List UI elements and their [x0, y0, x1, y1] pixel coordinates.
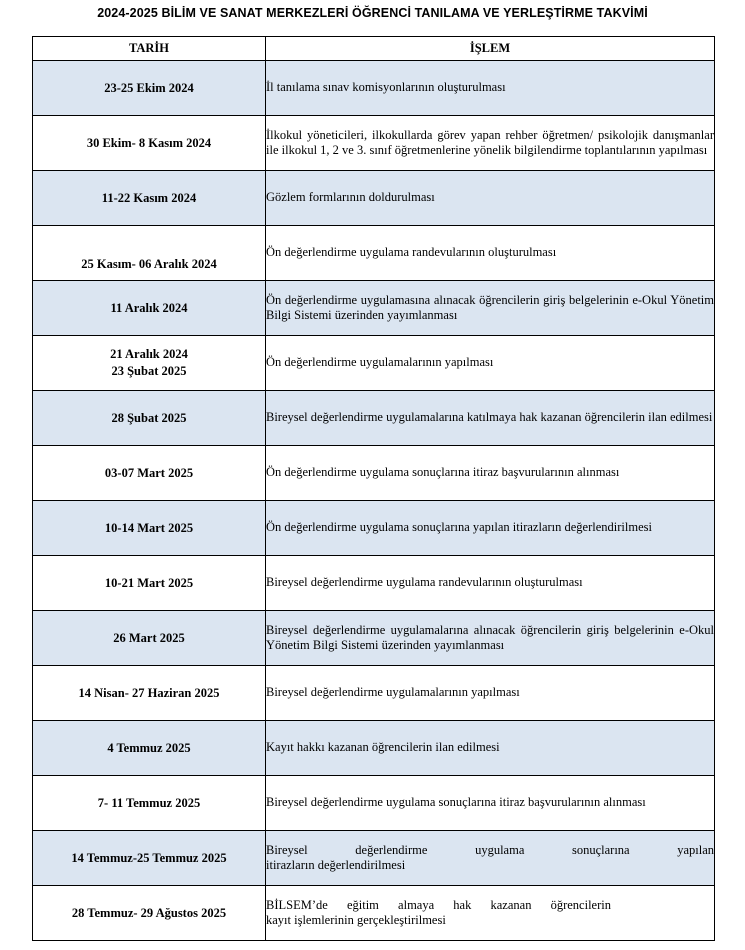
operation-cell: Ön değerlendirme uygulamasına alınacak öğrencilerin giriş belgelerinin e-Okul Yönetim Bilgi Sistemi üzerinden yayımlanması [266, 281, 715, 336]
operation-cell: Ön değerlendirme uygulama sonuçlarına yapılan itirazların değerlendirilmesi [266, 501, 715, 556]
date-cell: 23-25 Ekim 2024 [33, 61, 266, 116]
date-cell: 03-07 Mart 2025 [33, 446, 266, 501]
table-row [33, 721, 715, 776]
date-cell: 28 Temmuz- 29 Ağustos 2025 [33, 886, 266, 941]
schedule-table [32, 36, 715, 941]
operation-cell: Bireysel değerlendirme uygulama randevularının oluşturulması [266, 556, 715, 611]
operation-cell: Gözlem formlarının doldurulması [266, 171, 715, 226]
date-column-header: TARİH [33, 37, 266, 61]
date-cell: 10-14 Mart 2025 [33, 501, 266, 556]
table-row [33, 336, 715, 391]
table-row [33, 831, 715, 886]
date-cell: 11-22 Kasım 2024 [33, 171, 266, 226]
operation-cell: Ön değerlendirme uygulamalarının yapılması [266, 336, 715, 391]
date-cell: 30 Ekim- 8 Kasım 2024 [33, 116, 266, 171]
table-row [33, 281, 715, 336]
page-title: 2024-2025 BİLİM VE SANAT MERKEZLERİ ÖĞRENCİ TANILAMA VE YERLEŞTİRME TAKVİMİ [97, 6, 648, 20]
date-cell: 4 Temmuz 2025 [33, 721, 266, 776]
table-row [33, 556, 715, 611]
table-header-row [33, 37, 715, 61]
operation-cell: Bireysel değerlendirme uygulamalarına katılmaya hak kazanan öğrencilerin ilan edilmesi [266, 391, 715, 446]
operation-cell: İlkokul yöneticileri, ilkokullarda görev yapan rehber öğretmen/ psikolojik danışmanlar ile ilkokul 1, 2 ve 3. sınıf öğretmenlerine yönelik bilgilendirme toplantılarının yapılması [266, 116, 715, 171]
date-cell: 10-21 Mart 2025 [33, 556, 266, 611]
date-cell: 25 Kasım- 06 Aralık 2024 [33, 226, 266, 281]
operation-cell: Bireysel değerlendirme uygulama sonuçlarına yapılan itirazların değerlendirilmesi [266, 831, 715, 886]
operation-cell: Kayıt hakkı kazanan öğrencilerin ilan edilmesi [266, 721, 715, 776]
table-row [33, 446, 715, 501]
table-row [33, 391, 715, 446]
operation-cell: Bireysel değerlendirme uygulamalarının yapılması [266, 666, 715, 721]
operation-cell: Bireysel değerlendirme uygulamalarına alınacak öğrencilerin giriş belgelerinin e-Okul Yönetim Bilgi Sistemi üzerinden yayımlanması [266, 611, 715, 666]
table-row [33, 116, 715, 171]
date-cell: 11 Aralık 2024 [33, 281, 266, 336]
table-row [33, 61, 715, 116]
operation-column-header: İŞLEM [266, 37, 715, 61]
operation-cell: Bireysel değerlendirme uygulama sonuçlarına itiraz başvurularının alınması [266, 776, 715, 831]
operation-cell: İl tanılama sınav komisyonlarının oluşturulması [266, 61, 715, 116]
operation-cell: Ön değerlendirme uygulama randevularının oluşturulması [266, 226, 715, 281]
date-cell: 14 Temmuz-25 Temmuz 2025 [33, 831, 266, 886]
table-row [33, 611, 715, 666]
date-cell: 21 Aralık 2024 23 Şubat 2025 [33, 336, 266, 391]
table-row [33, 886, 715, 941]
table-row [33, 226, 715, 281]
operation-cell: Ön değerlendirme uygulama sonuçlarına itiraz başvurularının alınması [266, 446, 715, 501]
table-row [33, 171, 715, 226]
table-row [33, 666, 715, 721]
date-cell: 7- 11 Temmuz 2025 [33, 776, 266, 831]
operation-cell: BİLSEM’de eğitim almaya hak kazanan öğrencilerin kayıt işlemlerinin gerçekleştirilmesi [266, 886, 715, 941]
date-cell: 14 Nisan- 27 Haziran 2025 [33, 666, 266, 721]
date-cell: 26 Mart 2025 [33, 611, 266, 666]
table-row [33, 501, 715, 556]
date-cell: 28 Şubat 2025 [33, 391, 266, 446]
table-row [33, 776, 715, 831]
